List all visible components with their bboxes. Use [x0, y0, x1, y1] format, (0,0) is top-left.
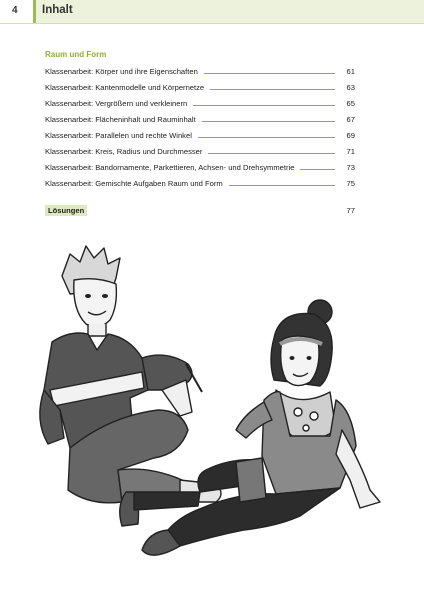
toc-entry-page: 61 — [346, 67, 355, 76]
toc-entry-label: Klassenarbeit: Flächeninhalt und Rauminhalt — [45, 115, 196, 124]
toc-leader-line — [193, 105, 335, 106]
toc-leader-line — [204, 73, 335, 74]
solutions-entry[interactable] — [45, 204, 355, 216]
toc-entry-page: 73 — [346, 163, 355, 172]
toc-entry-label: Klassenarbeit: Körper und ihre Eigenschaften — [45, 67, 198, 76]
toc-leader-line — [210, 89, 335, 90]
toc-entry-page: 75 — [346, 179, 355, 188]
toc-entry-page: 69 — [346, 131, 355, 140]
toc-entry-label: Klassenarbeit: Bandornamente, Parkettieren, Achsen- und Drehsymmetrie — [45, 163, 295, 172]
toc-entry-label: Klassenarbeit: Gemischte Aufgaben Raum und Form — [45, 179, 223, 188]
toc-leader-line — [202, 121, 335, 122]
toc-entry[interactable] — [45, 128, 355, 140]
section-title: Raum und Form — [45, 50, 107, 59]
toc-entry-page: 71 — [346, 147, 355, 156]
toc-entry-page: 65 — [346, 99, 355, 108]
solutions-label: Lösungen — [45, 205, 87, 216]
toc-entry-label: Klassenarbeit: Vergrößern und verkleinern — [45, 99, 188, 108]
toc-entry-page: 63 — [346, 83, 355, 92]
toc-leader-line — [229, 185, 335, 186]
header-title: Inhalt — [42, 4, 73, 16]
toc-entry-page: 67 — [346, 115, 355, 124]
toc-leader-line — [208, 153, 335, 154]
boy-figure — [40, 246, 221, 503]
page-number-box — [0, 0, 36, 23]
toc-entry[interactable] — [45, 160, 355, 172]
toc-entry-label: Klassenarbeit: Parallelen und rechte Winkel — [45, 131, 192, 140]
toc-entry[interactable] — [45, 96, 355, 108]
toc-entry[interactable] — [45, 80, 355, 92]
toc-entry[interactable] — [45, 176, 355, 188]
toc-entry[interactable] — [45, 112, 355, 124]
toc-entry[interactable] — [45, 64, 355, 76]
toc-leader-line — [198, 137, 335, 138]
toc-entry-label: Klassenarbeit: Kreis, Radius und Durchmesser — [45, 147, 203, 156]
solutions-page: 77 — [346, 205, 355, 215]
toc-leader-line — [300, 169, 335, 170]
toc-entry-label: Klassenarbeit: Kantenmodelle und Körpernetze — [45, 83, 205, 92]
page-number: 4 — [12, 5, 18, 16]
students-illustration — [30, 240, 390, 580]
page-header — [0, 0, 424, 24]
toc-entry[interactable] — [45, 144, 355, 156]
